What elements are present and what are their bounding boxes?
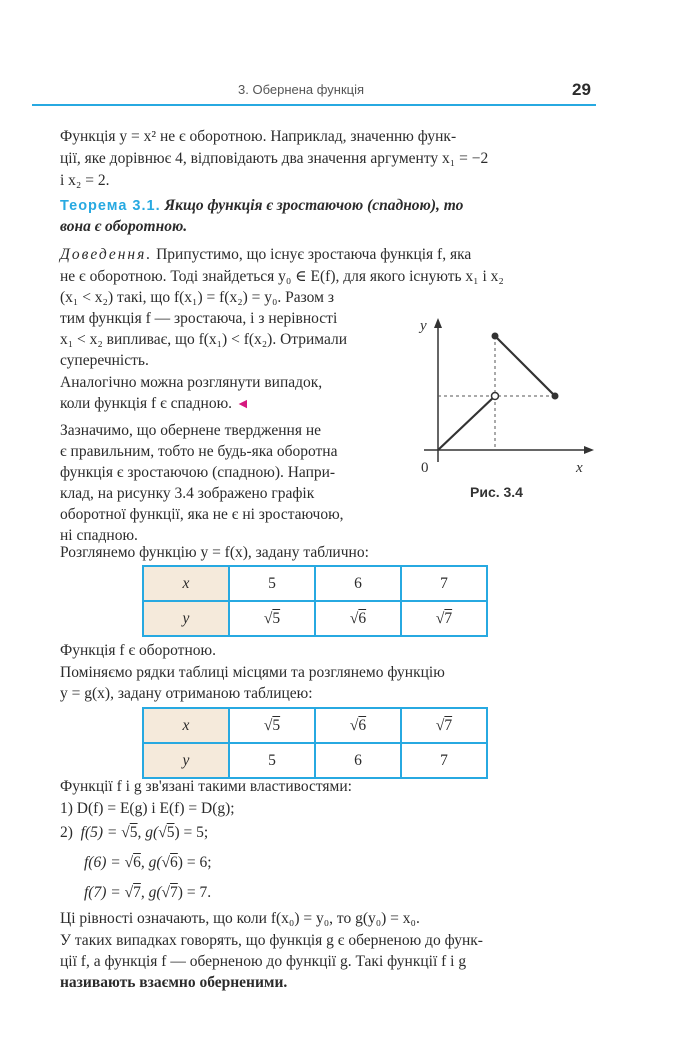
- eq2-rhs: ) = 6;: [177, 854, 212, 871]
- property-1: 1) D(f) = E(g) і E(f) = D(g);: [60, 800, 235, 817]
- conclusion-line-3: ції f, а функція f — оберненою до функції g. Такі функції f і g: [60, 953, 467, 970]
- property-2-eq-1: 2) f(5) = √5, g(√5) = 5;: [60, 824, 209, 841]
- conclusion-line-1: Ці рівності означають, що коли f(x₀) = y₀, то g(y₀) = x₀.: [60, 910, 420, 927]
- proof-line-5: x₁ < x₂ випливає, що f(x₁) < f(x₂). Отримали: [60, 331, 348, 348]
- table-intro: Розглянемо функцію y = f(x), задану таблично:: [60, 544, 369, 561]
- table-g-y-label: y: [143, 743, 229, 778]
- table-f-x-1: 5: [229, 566, 315, 601]
- analog-line-2: [60, 393, 250, 415]
- intro-line-2: ції, яке дорівнює 4, відповідають два значення аргументу x₁ = −2: [60, 150, 489, 167]
- table-f-row-x: [143, 566, 487, 601]
- proof-line-4: тим функція f — зростаюча, і з нерівності: [60, 310, 338, 327]
- eq2-mid: , g(: [140, 854, 162, 871]
- remark-line-1: Зазначимо, що обернене твердження не: [60, 422, 322, 439]
- eq2-rad1: 6: [133, 854, 141, 871]
- remark-line-6: ні спадною.: [60, 527, 138, 544]
- theorem-text-1: Якщо функція є зростаючою (спадною), то: [164, 197, 464, 214]
- y-axis-arrow: [434, 318, 442, 328]
- table-f-y-label: y: [143, 601, 229, 636]
- eq2-rad2: 6: [170, 854, 178, 871]
- intro-line-3: і x₂ = 2.: [60, 172, 110, 189]
- eq1-mid: , g(: [137, 824, 159, 841]
- header-divider: [32, 104, 596, 106]
- theorem-label: Теорема 3.1.: [60, 198, 161, 214]
- table-g-x-label: x: [143, 708, 229, 743]
- y-axis-label: y: [420, 318, 427, 334]
- proof-end-marker: ◄: [235, 397, 250, 412]
- x-axis-label: x: [576, 460, 583, 476]
- properties-intro: Функції f і g зв'язані такими властивостями:: [60, 778, 352, 795]
- table-f-y-3: √7: [401, 601, 487, 636]
- page-number: 29: [572, 80, 591, 99]
- table-g-x-1: √5: [229, 708, 315, 743]
- table-f-x-2: 6: [315, 566, 401, 601]
- proof-line-2: не є оборотною. Тоді знайдеться y₀ ∈ E(f), для якого існують x₁ і x₂: [60, 268, 504, 285]
- eq3-rad1: 7: [133, 884, 141, 901]
- swap-line-2: y = g(x), задану отриманою таблицею:: [60, 685, 313, 702]
- property-2-eq-2: f(6) = √6, g(√6) = 6;: [84, 854, 212, 871]
- property-2-prefix: 2): [60, 824, 73, 841]
- swap-line-1: Поміняємо рядки таблиці місцями та розглянемо функцію: [60, 664, 445, 681]
- theorem-line-1: [60, 195, 463, 217]
- eq1-lhs: f(5) =: [80, 824, 118, 841]
- table-f-x-3: 7: [401, 566, 487, 601]
- table-g-y-1: 5: [229, 743, 315, 778]
- eq1-rad2: 5: [166, 824, 175, 841]
- table-g-y-2: 6: [315, 743, 401, 778]
- table-f: [142, 565, 488, 637]
- filled-point-top: [492, 333, 499, 340]
- remark-line-4: клад, на рисунку 3.4 зображено графік: [60, 485, 315, 502]
- table-g-y-3: 7: [401, 743, 487, 778]
- proof-line-3: (x₁ < x₂) такі, що f(x₁) = f(x₂) = y₀. Разом з: [60, 289, 334, 306]
- conclusion-line-2: У таких випадках говорять, що функція g є оберненою до функ-: [60, 932, 483, 949]
- remark-line-3: функція є зростаючою (спадною). Напри-: [60, 464, 336, 481]
- eq3-rhs: ) = 7.: [177, 884, 212, 901]
- analog-text-2: коли функція f є спадною.: [60, 395, 233, 412]
- eq1-rhs: ) = 5;: [174, 824, 209, 841]
- eq3-lhs: f(7) =: [84, 884, 121, 901]
- filled-point-right: [552, 393, 559, 400]
- property-2-eq-3: f(7) = √7, g(√7) = 7.: [84, 884, 212, 901]
- theorem-text-2: вона є оборотною.: [60, 218, 188, 235]
- proof-line-1: [60, 244, 471, 265]
- table-f-y-1: √5: [229, 601, 315, 636]
- intro-line-1: Функція y = x² не є оборотною. Наприклад, значенню функ-: [60, 128, 457, 145]
- eq3-rad2: 7: [170, 884, 178, 901]
- after-table-1: Функція f є оборотною.: [60, 642, 216, 659]
- eq2-lhs: f(6) =: [84, 854, 121, 871]
- analog-line-1: Аналогічно можна розглянути випадок,: [60, 374, 323, 391]
- graph-segment-1: [438, 396, 495, 450]
- figure-caption: Рис. 3.4: [470, 484, 523, 500]
- proof-text-1: Припустимо, що існує зростаюча функція f, яка: [156, 246, 472, 263]
- proof-label: Доведення.: [60, 246, 153, 263]
- eq3-mid: , g(: [140, 884, 162, 901]
- eq1-rad1: 5: [129, 824, 138, 841]
- remark-line-5: оборотної функції, яка не є ні зростаючою,: [60, 506, 344, 523]
- table-f-y-2: √6: [315, 601, 401, 636]
- origin-label: 0: [421, 460, 429, 476]
- section-title: 3. Обернена функція: [238, 82, 365, 97]
- figure-graph: [410, 312, 600, 480]
- table-f-row-y: [143, 601, 487, 636]
- remark-line-2: є правильним, тобто не будь-яка оборотна: [60, 443, 338, 460]
- table-g-row-x: [143, 708, 487, 743]
- open-point: [492, 393, 499, 400]
- x-axis-arrow: [584, 446, 594, 454]
- conclusion-line-4: називають взаємно оберненими.: [60, 974, 288, 991]
- table-g-x-3: √7: [401, 708, 487, 743]
- table-g-row-y: [143, 743, 487, 778]
- table-g-x-2: √6: [315, 708, 401, 743]
- graph-segment-2: [495, 336, 555, 396]
- table-f-x-label: x: [143, 566, 229, 601]
- proof-line-6: суперечність.: [60, 352, 149, 369]
- table-g: [142, 707, 488, 779]
